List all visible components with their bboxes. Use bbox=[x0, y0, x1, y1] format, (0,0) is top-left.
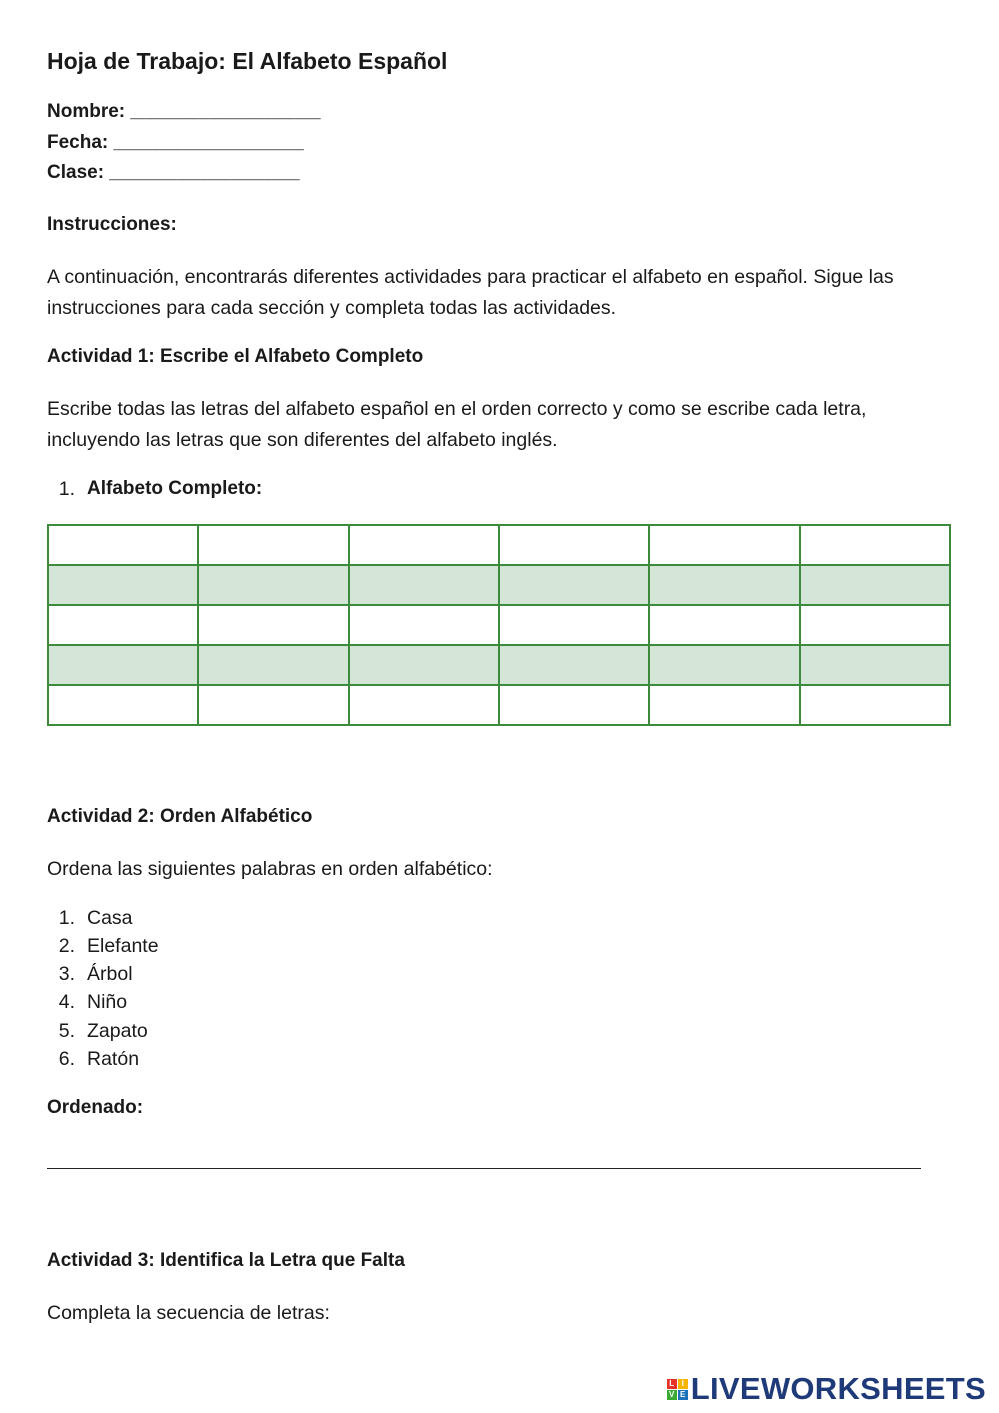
table-cell[interactable] bbox=[800, 645, 950, 685]
list-number: 4. bbox=[58, 991, 75, 1013]
word: Niño bbox=[87, 991, 128, 1013]
table-cell[interactable] bbox=[800, 565, 950, 605]
logo-letter-i: I bbox=[678, 1379, 688, 1389]
logo-letter-e: E bbox=[678, 1390, 688, 1400]
table-cell[interactable] bbox=[349, 565, 499, 605]
table-cell[interactable] bbox=[198, 565, 348, 605]
word: Ratón bbox=[87, 1048, 140, 1070]
logo-letter-v: V bbox=[667, 1390, 677, 1400]
activity2-heading: Actividad 2: Orden Alfabético bbox=[47, 806, 313, 827]
table-cell[interactable] bbox=[499, 645, 649, 685]
table-cell[interactable] bbox=[800, 685, 950, 725]
table-cell[interactable] bbox=[48, 645, 198, 685]
table-cell[interactable] bbox=[800, 525, 950, 565]
word: Elefante bbox=[87, 935, 159, 957]
table-cell[interactable] bbox=[649, 605, 799, 645]
table-cell[interactable] bbox=[48, 525, 198, 565]
table-cell[interactable] bbox=[499, 685, 649, 725]
table-cell[interactable] bbox=[499, 605, 649, 645]
word: Casa bbox=[87, 907, 133, 929]
table-cell[interactable] bbox=[649, 525, 799, 565]
page-title: Hoja de Trabajo: El Alfabeto Español bbox=[47, 48, 448, 74]
instructions-text: A continuación, encontrarás diferentes actividades para practicar el alfabeto en español. Sigue las instrucciones para cada sección y completa todas las actividades. bbox=[47, 266, 894, 319]
list-number: 6. bbox=[58, 1048, 75, 1070]
list-item bbox=[47, 991, 347, 1019]
name-field[interactable]: Nombre: __________________ bbox=[47, 101, 321, 122]
table-cell[interactable] bbox=[649, 685, 799, 725]
table-cell[interactable] bbox=[349, 525, 499, 565]
logo-letter-l: L bbox=[667, 1379, 677, 1389]
brand-name: LIVEWORKSHEETS bbox=[690, 1371, 986, 1406]
activity3-text: Completa la secuencia de letras: bbox=[47, 1302, 330, 1324]
activity3-heading: Actividad 3: Identifica la Letra que Falta bbox=[47, 1250, 405, 1271]
answer-line[interactable] bbox=[47, 1168, 921, 1169]
activity1-heading: Actividad 1: Escribe el Alfabeto Completo bbox=[47, 346, 424, 367]
activity1-list-item bbox=[47, 478, 447, 508]
list-number: 1. bbox=[58, 907, 75, 929]
instructions-heading: Instrucciones: bbox=[47, 214, 177, 235]
date-field[interactable]: Fecha: __________________ bbox=[47, 132, 304, 153]
table-cell[interactable] bbox=[198, 525, 348, 565]
list-item bbox=[47, 907, 347, 935]
list-number: 5. bbox=[58, 1020, 75, 1042]
list-number: 2. bbox=[58, 935, 75, 957]
logo-icon bbox=[667, 1379, 688, 1400]
table-cell[interactable] bbox=[649, 565, 799, 605]
table-cell[interactable] bbox=[349, 685, 499, 725]
activity1-text: Escribe todas las letras del alfabeto español en el orden correcto y como se escribe cada letra, incluyendo las letras que son diferentes del alfabeto inglés. bbox=[47, 398, 867, 451]
activity2-text: Ordena las siguientes palabras en orden alfabético: bbox=[47, 858, 493, 880]
table-cell[interactable] bbox=[649, 645, 799, 685]
class-field[interactable]: Clase: __________________ bbox=[47, 162, 300, 183]
list-number: 1. bbox=[58, 478, 75, 500]
list-item bbox=[47, 1020, 347, 1048]
list-item bbox=[47, 1048, 347, 1076]
table-cell[interactable] bbox=[198, 685, 348, 725]
table-cell[interactable] bbox=[48, 605, 198, 645]
table-cell[interactable] bbox=[198, 605, 348, 645]
ordered-label: Ordenado: bbox=[47, 1097, 144, 1118]
table-cell[interactable] bbox=[349, 605, 499, 645]
alphabet-table bbox=[47, 524, 951, 726]
alphabet-label: Alfabeto Completo: bbox=[87, 478, 263, 499]
liveworksheets-logo bbox=[667, 1369, 986, 1409]
table-cell[interactable] bbox=[198, 645, 348, 685]
word: Zapato bbox=[87, 1020, 148, 1042]
table-cell[interactable] bbox=[349, 645, 499, 685]
table-cell[interactable] bbox=[48, 565, 198, 605]
list-item bbox=[47, 963, 347, 991]
table-cell[interactable] bbox=[800, 605, 950, 645]
table-cell[interactable] bbox=[499, 525, 649, 565]
table-cell[interactable] bbox=[499, 565, 649, 605]
list-item bbox=[47, 935, 347, 963]
table-cell[interactable] bbox=[48, 685, 198, 725]
word: Árbol bbox=[87, 963, 133, 985]
list-number: 3. bbox=[58, 963, 75, 985]
